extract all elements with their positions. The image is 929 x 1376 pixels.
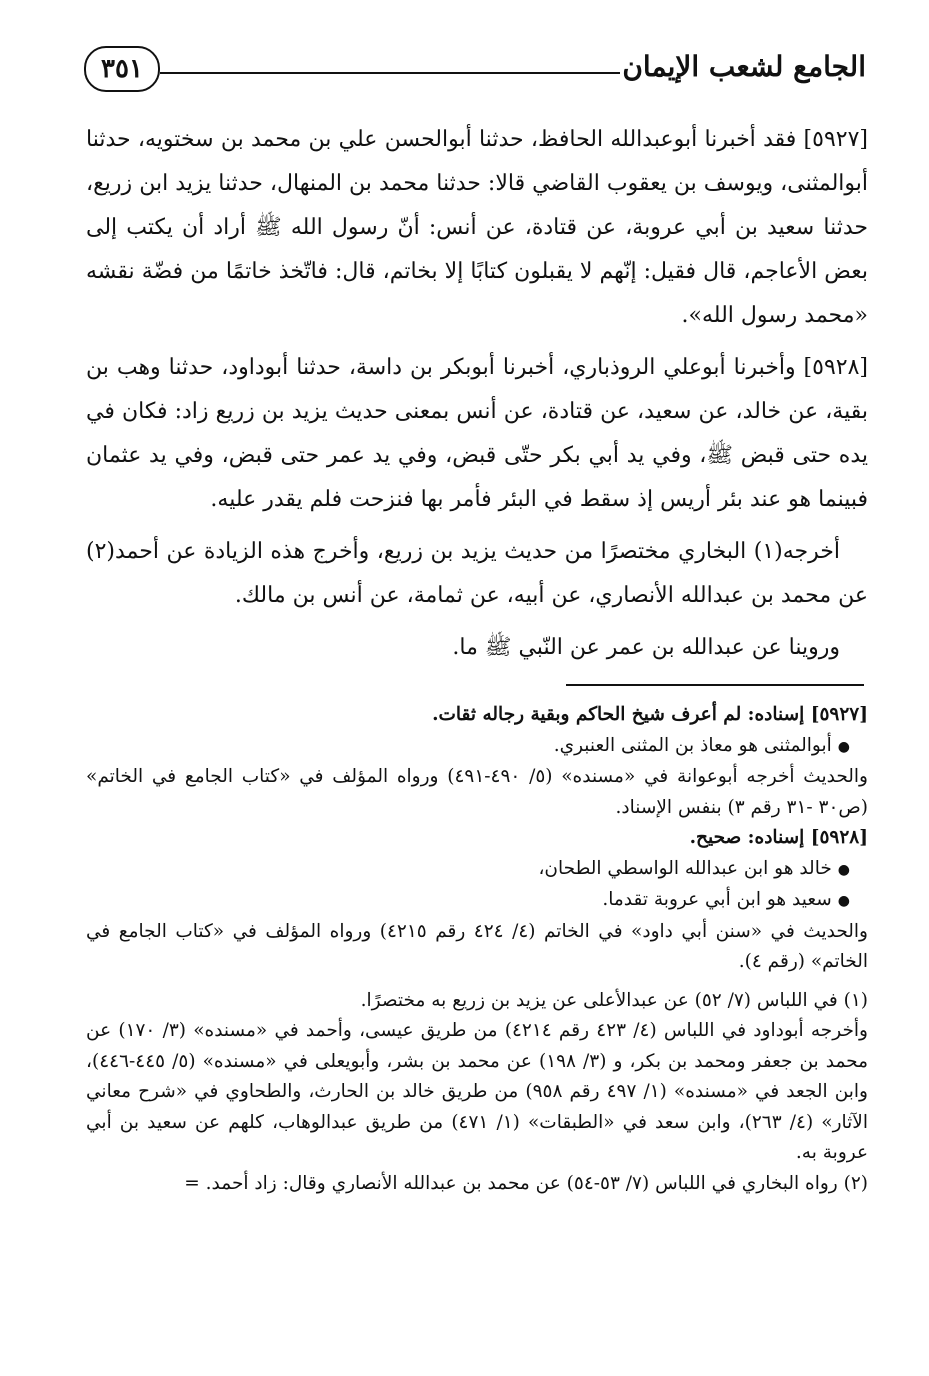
hadith-5927: [٥٩٢٧] فقد أخبرنا أبوعبدالله الحافظ، حدثنا أبوالحسن علي بن محمد بن سختويه، حدثنا أبوالمثنى، ويوسف بن يعقوب القاضي قالا: حدثنا محمد بن المنهال، حدثنا يزيد ابن زريع، حدثنا سعيد بن أبي عروبة، عن قتادة، عن أنس: أنّ رسول الله ﷺ أراد أن يكتب إلى بعض الأعاجم، قال فقيل: إنّهم لا يقبلون كتابًا إلا بخاتم، قال: فاتّخذ خاتمًا من فضّة نقشه «محمد رسول الله». xyxy=(86,127,868,328)
hadith-5928: [٥٩٢٨] وأخبرنا أبوعلي الروذباري، أخبرنا أبوبكر بن داسة، حدثنا أبوداود، حدثنا وهب بن بقية، عن خالد، عن سعيد، عن قتادة، عن أنس بمعنى حديث يزيد بن زريع زاد: فكان في يده حتى قبض ﷺ، وفي يد أبي بكر حتّى قبض، وفي يد عمر حتى قبض، وفي يد عثمان فبينما هو عند بئر أريس إذ سقط في البئر فأمر بها فنزحت فلم يقدر عليه. xyxy=(86,355,868,512)
footnotes xyxy=(86,700,868,1199)
note-isnad-5928: [٥٩٢٨] إسناده: صحيح. xyxy=(689,827,868,848)
note-isnad-5927: [٥٩٢٧] إسناده: لم أعرف شيخ الحاكم وبقية رجاله ثقات. xyxy=(432,704,868,725)
main-text xyxy=(86,118,868,678)
riwaya-paragraph: وروينا عن عبدالله بن عمر عن النّبي ﷺ ما. xyxy=(452,635,840,660)
note-text: والحديث أخرجه أبوعوانة في «مسنده» (٥/ ٤٩٠-٤٩١) ورواه المؤلف في «كتاب الجامع في الخاتم» (ص٣٠ -٣١ رقم ٣) بنفس الإسناد. xyxy=(86,766,868,818)
footnote-1: (١) في اللباس (٧/ ٥٢) عن عبدالأعلى عن يزيد بن زريع به مختصرًا. xyxy=(360,989,868,1011)
note-bullet-item xyxy=(86,885,868,917)
note-text: والحديث في «سنن أبي داود» في الخاتم (٤/ ٤٢٤ رقم ٤٢١٥) ورواه المؤلف في «كتاب الجامع في الخاتم» (رقم ٤). xyxy=(86,920,868,972)
footnote-2: (٢) رواه البخاري في اللباس (٧/ ٥٣-٥٤) عن محمد بن عبدالله الأنصاري وقال: زاد أحمد. = xyxy=(184,1172,868,1194)
bullet-icon: ● xyxy=(837,861,850,878)
takhrij-paragraph: أخرجه(١) البخاري مختصرًا من حديث يزيد بن زريع، وأخرج هذه الزيادة عن أحمد(٢) عن محمد بن عبدالله الأنصاري، عن أبيه، عن ثمامة، عن أنس بن مالك. xyxy=(86,539,868,608)
note-bullet-text: أبوالمثنى هو معاذ بن المثنى العنبري. xyxy=(553,734,832,756)
running-title: الجامع لشعب الإيمان xyxy=(622,50,866,83)
footnote-1-continuation: وأخرجه أبوداود في اللباس (٤/ ٤٢٣ رقم ٤٢١٤) من طريق عيسى، وأحمد في «مسنده» (٣/ ١٧٠) عن محمد بن جعفر ومحمد بن بكر، و (٣/ ١٩٨) عن محمد بن بشر، وأبويعلى في «مسنده» (٥/ ٤٤٥-٤٤٦)، وابن الجعد في «مسنده» (١/ ٤٩٧ رقم ٩٥٨) من طريق خالد بن الحارث، والطحاوي في «شرح معاني الآثار» (٤/ ٢٦٣)، وابن سعد في «الطبقات» (١/ ٤٧١) من طريق عبدالوهاب، كلهم عن سعيد بن أبي عروبة به. xyxy=(86,1020,869,1163)
note-bullet-item xyxy=(86,854,868,886)
bullet-icon: ● xyxy=(837,738,850,755)
bullet-icon: ● xyxy=(837,893,850,909)
note-bullet-text: خالد هو ابن عبدالله الواسطي الطحان، xyxy=(538,857,832,879)
note-bullet-text: سعيد هو ابن أبي عروبة تقدما. xyxy=(602,889,832,910)
header-rule xyxy=(160,72,620,74)
page-number: ٣٥١ xyxy=(84,46,160,92)
page-header xyxy=(80,40,870,100)
note-bullet-item xyxy=(86,731,868,763)
footnote-separator xyxy=(566,684,864,686)
